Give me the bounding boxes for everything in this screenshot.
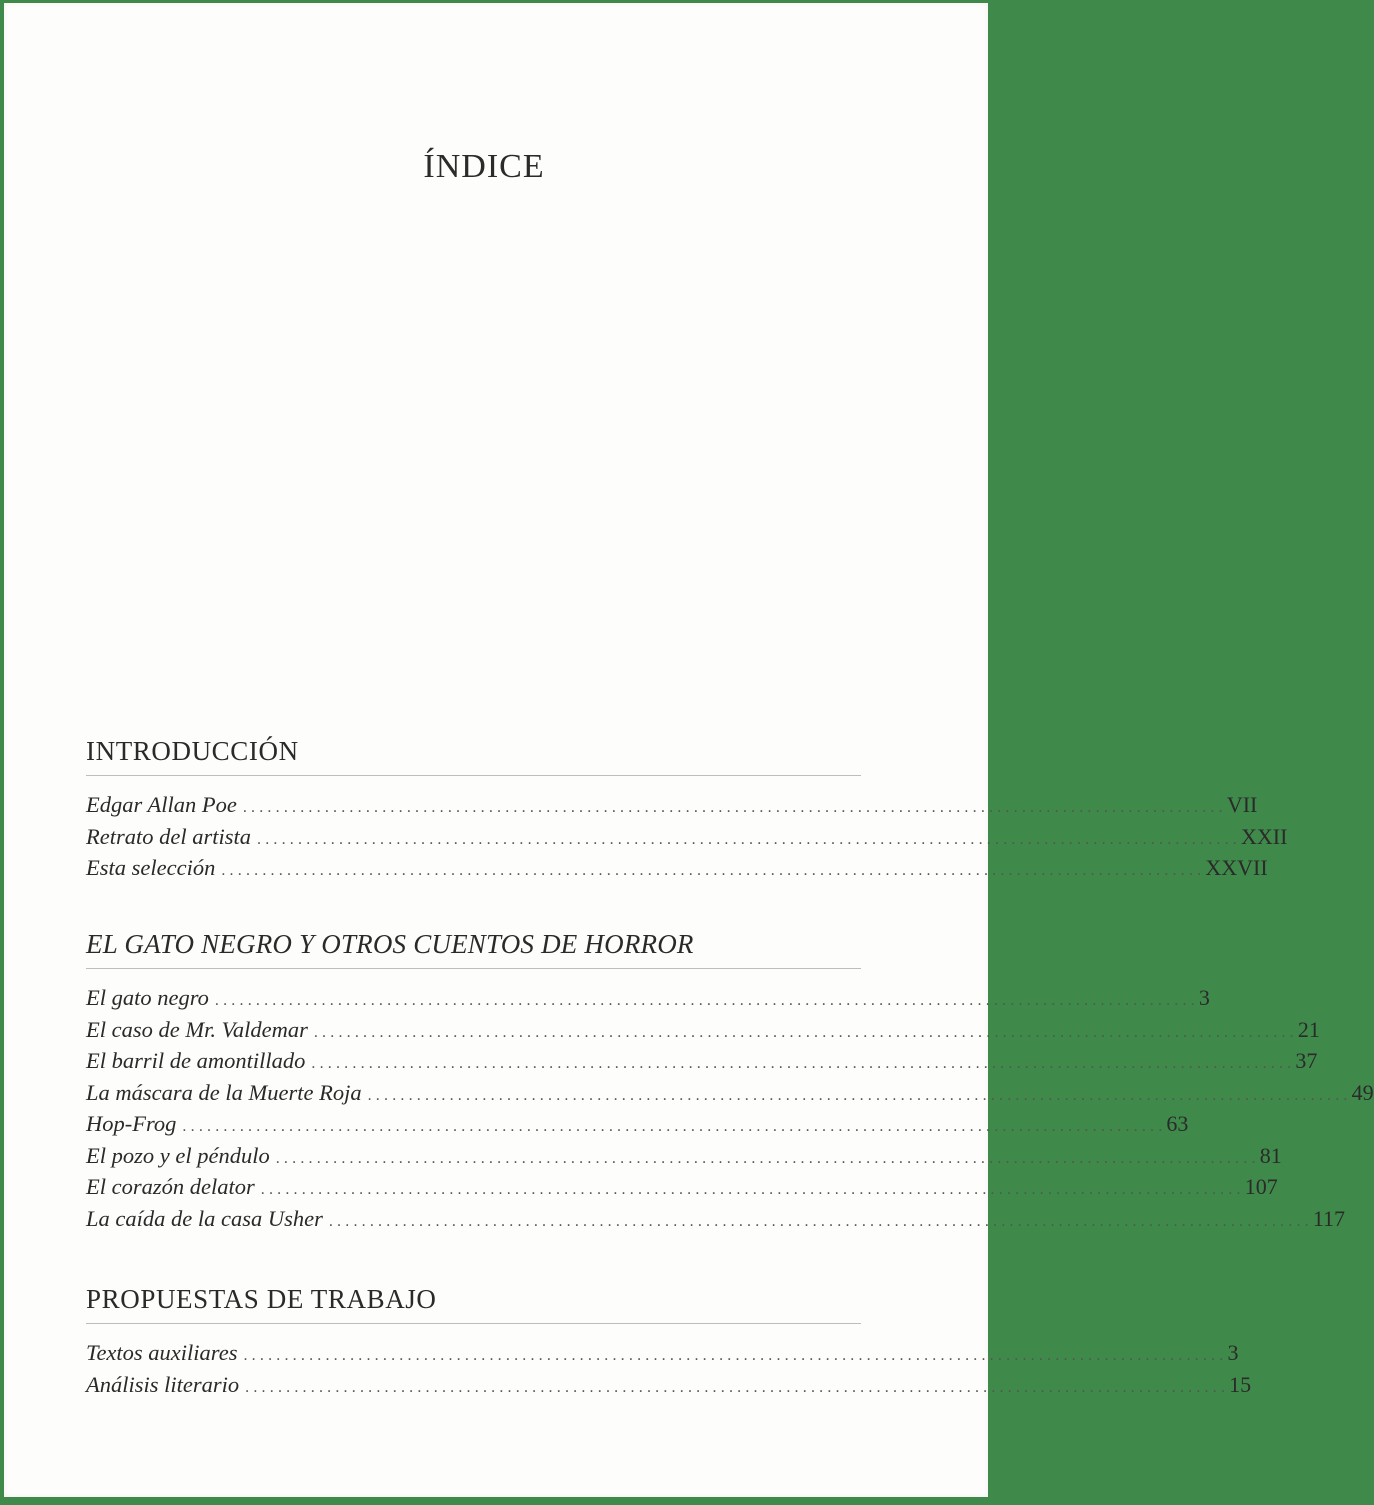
dot-leader: ........................................................................................................................	[275, 1149, 1260, 1167]
entry-page-number: 81	[1259, 1142, 1282, 1168]
toc-entry[interactable]	[86, 1142, 1282, 1175]
dot-leader: ........................................................................................................................	[182, 1118, 1167, 1135]
dot-leader: ........................................................................................................................	[243, 1347, 1228, 1364]
entry-title: La caída de la casa Usher	[86, 1205, 323, 1231]
page-title: ÍNDICE	[423, 148, 545, 185]
toc-entry[interactable]	[86, 1340, 1239, 1372]
dot-leader: ........................................................................................................................	[257, 830, 1241, 848]
dot-leader: ........................................................................................................................	[313, 1023, 1298, 1041]
toc-entry[interactable]	[86, 855, 1268, 887]
dot-leader: ........................................................................................................................	[214, 992, 1199, 1009]
book-page	[4, 3, 1374, 1497]
entry-page-number: 49	[1351, 1079, 1374, 1105]
entry-page-number: 107	[1244, 1174, 1278, 1199]
entry-page-number: 3	[1198, 985, 1210, 1010]
entry-page-number: XXVII	[1205, 855, 1268, 880]
toc-entry[interactable]	[86, 1174, 1278, 1206]
toc-entry[interactable]	[86, 1016, 1320, 1049]
section-cuentos	[86, 929, 1374, 1237]
section-heading: INTRODUCCIÓN	[86, 736, 861, 776]
dot-leader: ........................................................................................................................	[311, 1055, 1296, 1072]
toc-entry[interactable]	[86, 985, 1210, 1017]
dot-leader: ........................................................................................................................	[367, 1086, 1352, 1104]
entry-page-number: XXII	[1241, 823, 1288, 849]
toc-entry[interactable]	[86, 1048, 1318, 1080]
entry-title: Edgar Allan Poe	[86, 792, 237, 817]
section-propuestas	[86, 1284, 1252, 1403]
entry-title: Esta selección	[86, 855, 216, 880]
entry-title: Textos auxiliares	[86, 1340, 238, 1365]
toc-entry[interactable]	[86, 1079, 1374, 1112]
toc-entry[interactable]	[86, 1205, 1346, 1238]
entry-title: El gato negro	[86, 985, 209, 1010]
entry-title: El corazón delator	[86, 1174, 255, 1199]
dot-leader: ........................................................................................................................	[221, 862, 1206, 879]
entry-page-number: 15	[1229, 1371, 1252, 1397]
entry-title: La máscara de la Muerte Roja	[86, 1079, 362, 1105]
entry-title: El barril de amontillado	[86, 1048, 306, 1073]
dot-leader: ........................................................................................................................	[260, 1181, 1245, 1198]
section-heading: EL GATO NEGRO Y OTROS CUENTOS DE HORROR	[86, 929, 861, 969]
entry-page-number: 3	[1227, 1340, 1239, 1365]
entry-page-number: 63	[1166, 1111, 1189, 1136]
entry-title: Retrato del artista	[86, 823, 251, 849]
toc-entry[interactable]	[86, 1371, 1252, 1404]
entry-title: El caso de Mr. Valdemar	[86, 1016, 308, 1042]
toc-entry[interactable]	[86, 792, 1258, 824]
entry-title: El pozo y el péndulo	[86, 1142, 270, 1168]
toc-entry[interactable]	[86, 823, 1288, 856]
dot-leader: ........................................................................................................................	[245, 1378, 1230, 1396]
section-introduccion	[86, 736, 1288, 887]
entry-page-number: 117	[1312, 1205, 1346, 1231]
dot-leader: ........................................................................................................................	[242, 799, 1227, 816]
entry-page-number: 37	[1295, 1048, 1318, 1073]
entry-title: Hop-Frog	[86, 1111, 177, 1136]
entry-page-number: 21	[1297, 1016, 1320, 1042]
dot-leader: ........................................................................................................................	[328, 1212, 1313, 1230]
entry-page-number: VII	[1226, 792, 1258, 817]
entry-title: Análisis literario	[86, 1371, 240, 1397]
section-heading: PROPUESTAS DE TRABAJO	[86, 1284, 861, 1324]
toc-entry[interactable]	[86, 1111, 1189, 1143]
